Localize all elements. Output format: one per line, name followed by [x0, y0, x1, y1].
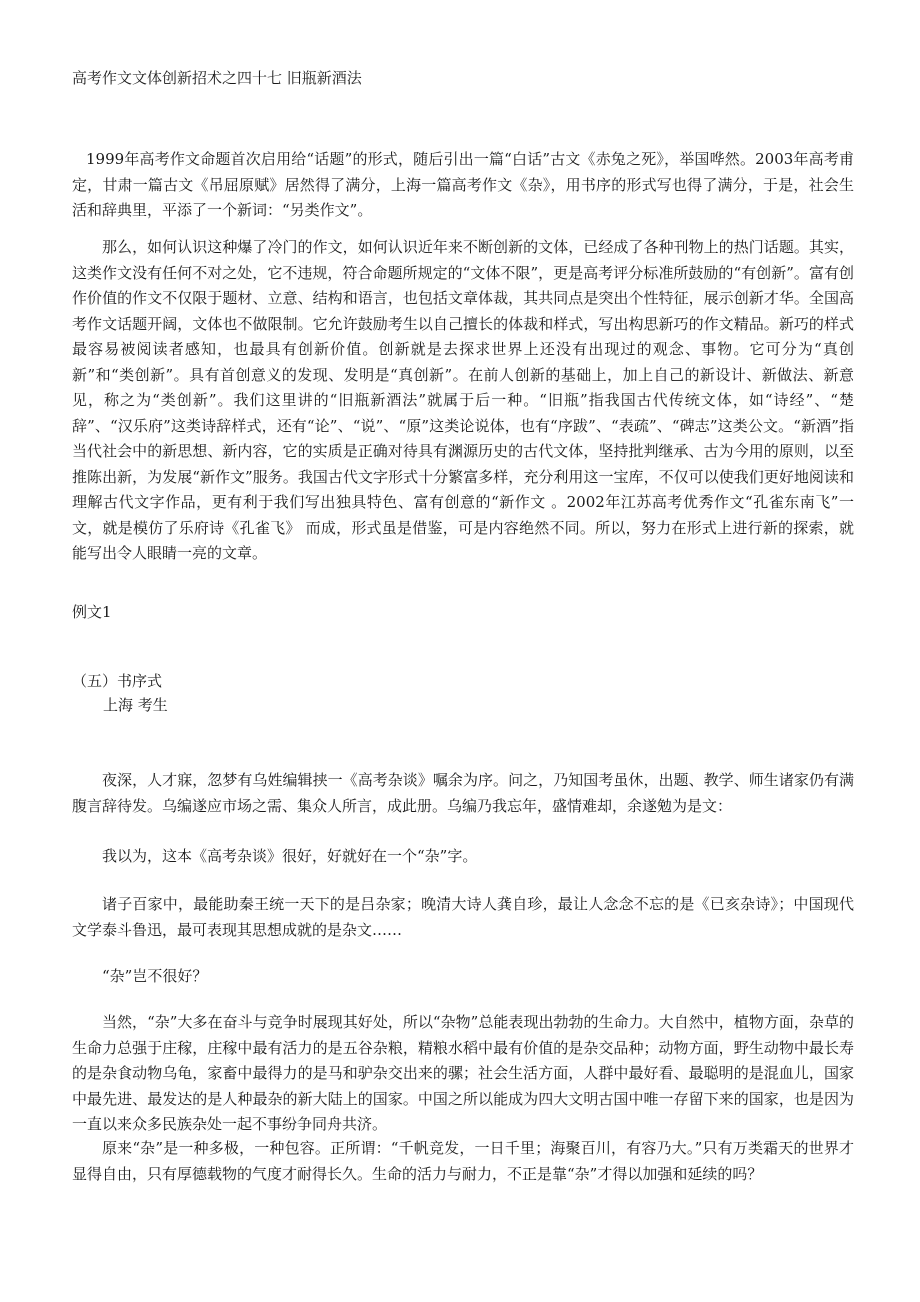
essay-paragraph: 当然，“杂”大多在奋斗与竞争时展现其好处，所以“杂物”总能表现出勃勃的生命力。大自然中，植物方面，杂草的生命力总强于庄稼，庄稼中最有活力的是五谷杂粮，精粮水稻中最有价值的是杂交品种；动物方面，野生动物中最长寿的是杂食动物乌龟，家畜中最得力的是马和驴杂交出来的骡；社会生活方面，人群中最好看、最聪明的是混血儿，国家中最先进、最发达的是人种最杂的新大陆上的国家。中国之所以能成为四大文明古国中唯一存留下来的国家，也是因为一直以来众多民族杂处一起不事纷争同舟共济。: [72, 1013, 854, 1133]
author-line: 上海 考生: [103, 696, 168, 714]
essay-paragraph: 诸子百家中，最能助秦王统一天下的是吕杂家；晚清大诗人龚自珍，最让人念念不忘的是《已亥杂诗》；中国现代文学泰斗鲁迅，最可表现其思想成就的是杂文……: [72, 895, 854, 939]
essay-paragraph: 原来“杂”是一种多极，一种包容。正所谓：“千帆竞发，一日千里；海聚百川，有容乃大。”只有万类霜天的世界才显得自由，只有厚德载物的气度才耐得长久。生命的活力与耐力，不正是靠“杂”才得以加强和延续的吗？: [72, 1139, 854, 1183]
intro-paragraph: 那么，如何认识这种爆了冷门的作文，如何认识近年来不断创新的文体，已经成了各种刊物上的热门话题。其实，这类作文没有任何不对之处，它不违规，符合命题所规定的“文体不限”，更是高考评分标准所鼓励的“有创新”。富有创作价值的作文不仅限于题材、立意、结构和语言，也包括文章体裁，其共同点是突出个性特征，展示创新才华。全国高考作文话题开阔，文体也不做限制。它允许鼓励考生以自己擅长的体裁和样式，写出构思新巧的作文精品。新巧的样式最容易被阅读者感知，也最具有创新价值。创新就是去探求世界上还没有出现过的观念、事物。它可分为“真创新”和“类创新”。具有首创意义的发现、发明是“真创新”。在前人创新的基础上，加上自己的新设计、新做法、新意见，称之为“类创新”。我们这里讲的“旧瓶新酒法”就属于后一种。“旧瓶”指我国古代传统文体，如“诗经”、“楚辞”、“汉乐府”这类诗辞样式，还有“论”、“说”、“原”这类论说体，也有“序跋”、“表疏”、“碑志”这类公文。“新酒”指当代社会中的新思想、新内容，它的实质是正确对待具有渊源历史的古代文体，坚持批判继承、古为今用的原则，以至推陈出新，为发展“新作文”服务。我国古代文字形式十分繁富多样，充分利用这一宝库，不仅可以使我们更好地阅读和理解古代文字作品，更有利于我们写出独具特色、富有创意的“新作文 。2002年江苏高考优秀作文“孔雀东南飞”一文，就是模仿了乐府诗《孔雀飞》 而成，形式虽是借鉴，可是内容绝然不同。所以，努力在形式上进行新的探索，就能写出令人眼睛一亮的文章。: [72, 238, 854, 562]
document-title: 高考作文文体创新招术之四十七 旧瓶新酒法: [72, 69, 362, 87]
intro-paragraph: 1999年高考作文命题首次启用给“话题”的形式，随后引出一篇“白话”古文《赤兔之死》，举国哗然。2003年高考甫定，甘肃一篇古文《吊屈原赋》居然得了满分，上海一篇高考作文《杂》，用书序的形式写也得了满分，于是，社会生活和辞典里，平添了一个新词：“另类作文”。: [72, 150, 854, 219]
essay-paragraph: 我以为，这本《高考杂谈》很好，好就好在一个“杂”字。: [102, 847, 478, 865]
example-label: 例文1: [72, 603, 112, 621]
essay-paragraph: 夜深，人才寐，忽梦有乌姓编辑挟一《高考杂谈》嘱余为序。问之，乃知国考虽休，出题、教学、师生诸家仍有满腹言辞待发。乌编遂应市场之需、集众人所言，成此册。乌编乃我忘年，盛情难却，余遂勉为是文：: [72, 771, 854, 815]
essay-paragraph: “杂”岂不很好？: [102, 967, 208, 985]
section-label: （五）书序式: [72, 672, 163, 690]
